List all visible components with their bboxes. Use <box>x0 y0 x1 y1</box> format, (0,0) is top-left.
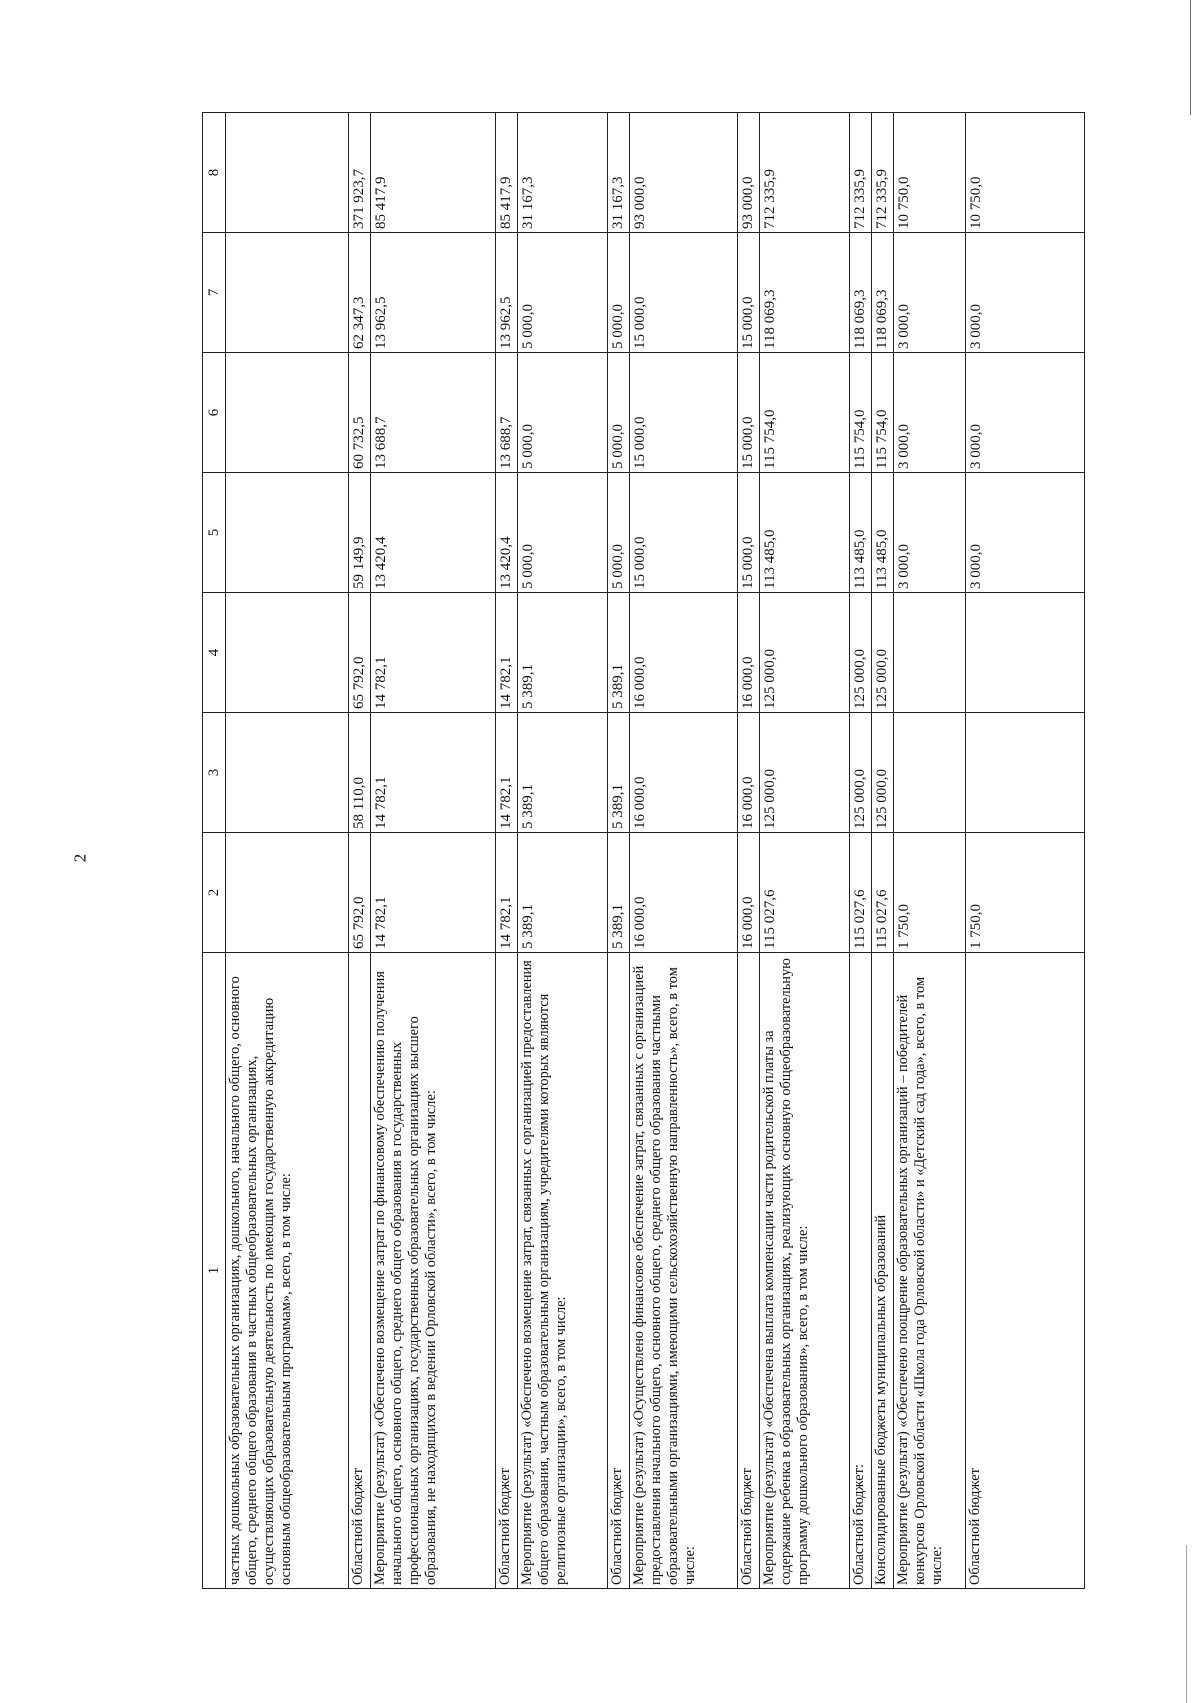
table-row <box>850 113 872 1589</box>
table-row <box>872 113 894 1589</box>
table-cell: 115 027,6 <box>760 833 850 953</box>
row-label: Консолидированные бюджеты муниципальных образований <box>872 953 894 1589</box>
scan-edge-mark <box>1190 0 1191 115</box>
table-cell: 125 000,0 <box>850 593 872 713</box>
table-cell: 3 000,0 <box>966 473 1085 593</box>
scan-edge-mark <box>1186 1545 1187 1703</box>
page-number: 2 <box>70 853 90 863</box>
table-cell: 65 792,0 <box>349 833 371 953</box>
table-cell: 5 000,0 <box>608 353 630 473</box>
table-cell: 113 485,0 <box>872 473 894 593</box>
table-cell: 58 110,0 <box>349 713 371 833</box>
row-label: Областной бюджет <box>738 953 760 1589</box>
table-cell: 15 000,0 <box>738 233 760 353</box>
table-cell <box>226 233 349 353</box>
table-cell: 3 000,0 <box>894 233 966 353</box>
rotated-table-container <box>202 113 1085 1589</box>
table-cell: 15 000,0 <box>630 353 738 473</box>
table-cell: 62 347,3 <box>349 233 371 353</box>
column-header: 4 <box>203 593 226 713</box>
table-cell: 16 000,0 <box>738 713 760 833</box>
table-cell: 16 000,0 <box>738 593 760 713</box>
table-cell: 15 000,0 <box>630 473 738 593</box>
header-row <box>203 113 226 1589</box>
row-label: Мероприятие (результат) «Обеспечена выплата компенсации части родительской платы за содержание ребенка в образовательных организациях, реализующих основную общеобразовательную программу дошкольного образования», всего, в том числе: <box>760 953 850 1589</box>
row-label: частных дошкольных образовательных организациях, дошкольного, начального общего, основного общего, среднего общего образования в частных общеобразовательных организациях, осуществляющих образовательную деятельность по имеющим государственную аккредитацию основным общеобразовательным программам», всего, в том числе: <box>226 953 349 1589</box>
table-cell: 14 782,1 <box>496 593 518 713</box>
table-cell: 5 389,1 <box>608 833 630 953</box>
table-cell: 712 335,9 <box>872 113 894 233</box>
column-header: 7 <box>203 233 226 353</box>
table-cell: 125 000,0 <box>872 593 894 713</box>
table-cell: 93 000,0 <box>738 113 760 233</box>
table-cell: 5 389,1 <box>608 713 630 833</box>
table-cell: 14 782,1 <box>496 713 518 833</box>
table-cell: 3 000,0 <box>894 353 966 473</box>
table-cell: 5 000,0 <box>518 233 608 353</box>
table-cell: 115 027,6 <box>850 833 872 953</box>
table-cell: 115 754,0 <box>760 353 850 473</box>
table-row <box>349 113 371 1589</box>
table-cell: 5 389,1 <box>518 593 608 713</box>
table-cell: 712 335,9 <box>760 113 850 233</box>
table-cell: 14 782,1 <box>371 593 496 713</box>
table-cell: 85 417,9 <box>496 113 518 233</box>
table-row <box>894 113 966 1589</box>
table-cell: 16 000,0 <box>630 713 738 833</box>
table-cell: 10 750,0 <box>894 113 966 233</box>
row-label: Областной бюджет <box>349 953 371 1589</box>
table-row <box>496 113 518 1589</box>
table-cell: 5 000,0 <box>608 233 630 353</box>
column-header: 1 <box>203 953 226 1589</box>
table-cell: 3 000,0 <box>966 353 1085 473</box>
table-cell: 118 069,3 <box>760 233 850 353</box>
table-cell <box>966 713 1085 833</box>
table-cell: 16 000,0 <box>630 833 738 953</box>
table-cell: 13 962,5 <box>371 233 496 353</box>
table-cell: 1 750,0 <box>894 833 966 953</box>
table-cell <box>894 593 966 713</box>
table-cell: 5 389,1 <box>518 833 608 953</box>
row-label: Областной бюджет <box>608 953 630 1589</box>
table-cell <box>226 353 349 473</box>
table-cell: 14 782,1 <box>496 833 518 953</box>
column-header: 6 <box>203 353 226 473</box>
table-cell: 15 000,0 <box>630 233 738 353</box>
table-row <box>738 113 760 1589</box>
table-cell: 115 754,0 <box>850 353 872 473</box>
table-cell: 85 417,9 <box>371 113 496 233</box>
table-cell: 125 000,0 <box>760 713 850 833</box>
table-cell: 13 688,7 <box>371 353 496 473</box>
row-label: Мероприятие (результат) «Обеспечено поощрение образовательных организаций – победителей конкурсов Орловской области «Школа года Орловской области» и «Детский сад года», всего, в том числе: <box>894 953 966 1589</box>
table-cell: 13 420,4 <box>496 473 518 593</box>
table-cell: 5 389,1 <box>518 713 608 833</box>
table-cell <box>226 473 349 593</box>
table-cell: 65 792,0 <box>349 593 371 713</box>
table-cell: 31 167,3 <box>608 113 630 233</box>
table-cell: 125 000,0 <box>760 593 850 713</box>
table-cell: 712 335,9 <box>850 113 872 233</box>
table-row <box>371 113 496 1589</box>
table-cell: 125 000,0 <box>850 713 872 833</box>
table-cell: 13 962,5 <box>496 233 518 353</box>
row-label: Областной бюджет <box>496 953 518 1589</box>
table-cell: 59 149,9 <box>349 473 371 593</box>
row-label: Мероприятие (результат) «Осуществлено финансовое обеспечение затрат, связанных с организацией предоставления начального общего, основного общего, среднего общего образования частными образовательными организациями, имеющими сельскохозяйственную направленность», всего, в том числе: <box>630 953 738 1589</box>
table-cell: 14 782,1 <box>371 833 496 953</box>
table-cell: 5 000,0 <box>518 473 608 593</box>
table-cell: 31 167,3 <box>518 113 608 233</box>
table-cell <box>226 593 349 713</box>
table-cell: 15 000,0 <box>738 473 760 593</box>
budget-table <box>202 112 1085 1589</box>
column-header: 5 <box>203 473 226 593</box>
table-cell: 125 000,0 <box>872 713 894 833</box>
table-cell <box>226 833 349 953</box>
table-cell: 115 754,0 <box>872 353 894 473</box>
table-cell: 115 027,6 <box>872 833 894 953</box>
row-label: Областной бюджет: <box>850 953 872 1589</box>
table-cell: 5 000,0 <box>608 473 630 593</box>
table-cell <box>226 113 349 233</box>
table-cell: 371 923,7 <box>349 113 371 233</box>
table-cell: 13 688,7 <box>496 353 518 473</box>
table-row <box>226 113 349 1589</box>
table-cell: 113 485,0 <box>850 473 872 593</box>
table-cell: 118 069,3 <box>872 233 894 353</box>
table-row <box>966 113 1085 1589</box>
column-header: 2 <box>203 833 226 953</box>
table-cell <box>894 713 966 833</box>
table-cell: 3 000,0 <box>966 233 1085 353</box>
table-cell: 118 069,3 <box>850 233 872 353</box>
row-label: Областной бюджет <box>966 953 1085 1589</box>
table-cell: 3 000,0 <box>894 473 966 593</box>
table-cell <box>966 593 1085 713</box>
table-row <box>608 113 630 1589</box>
table-cell <box>226 713 349 833</box>
table-cell: 10 750,0 <box>966 113 1085 233</box>
table-cell: 60 732,5 <box>349 353 371 473</box>
column-header: 8 <box>203 113 226 233</box>
table-cell: 14 782,1 <box>371 713 496 833</box>
row-label: Мероприятие (результат) «Обеспечено возмещение затрат, связанных с организацией предоставления общего образования, частным образовательным организациям, учредителями которых являются религиозные организации», всего, в том числе: <box>518 953 608 1589</box>
table-cell: 5 389,1 <box>608 593 630 713</box>
row-label: Мероприятие (результат) «Обеспечено возмещение затрат по финансовому обеспечению получения начального общего, основного общего, среднего общего образования в государственных профессиональных организациях, государственных образовательных организациях высшего образования, не находящихся в ведении Орловской области», всего, в том числе: <box>371 953 496 1589</box>
table-cell: 5 000,0 <box>518 353 608 473</box>
column-header: 3 <box>203 713 226 833</box>
table-row <box>760 113 850 1589</box>
table-cell: 16 000,0 <box>738 833 760 953</box>
table-cell: 16 000,0 <box>630 593 738 713</box>
table-cell: 15 000,0 <box>738 353 760 473</box>
table-cell: 113 485,0 <box>760 473 850 593</box>
table-cell: 93 000,0 <box>630 113 738 233</box>
table-cell: 13 420,4 <box>371 473 496 593</box>
table-row <box>518 113 608 1589</box>
table-cell: 1 750,0 <box>966 833 1085 953</box>
table-row <box>630 113 738 1589</box>
